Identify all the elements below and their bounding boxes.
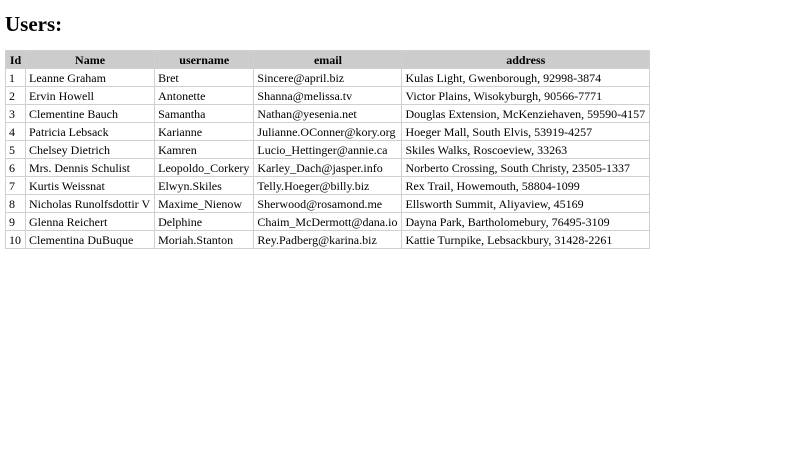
cell-email: Sherwood@rosamond.me [254, 195, 402, 213]
table-row [6, 231, 650, 249]
cell-email: Rey.Padberg@karina.biz [254, 231, 402, 249]
table-header [6, 51, 650, 69]
cell-address: Ellsworth Summit, Aliyaview, 45169 [402, 195, 650, 213]
cell-address: Kattie Turnpike, Lebsackbury, 31428-2261 [402, 231, 650, 249]
cell-id: 8 [6, 195, 26, 213]
cell-username: Moriah.Stanton [155, 231, 254, 249]
users-table [5, 50, 650, 249]
cell-address: Victor Plains, Wisokyburgh, 90566-7771 [402, 87, 650, 105]
cell-id: 6 [6, 159, 26, 177]
cell-username: Delphine [155, 213, 254, 231]
cell-address: Norberto Crossing, South Christy, 23505-1337 [402, 159, 650, 177]
cell-name: Ervin Howell [26, 87, 155, 105]
cell-name: Clementine Bauch [26, 105, 155, 123]
cell-username: Antonette [155, 87, 254, 105]
cell-username: Maxime_Nienow [155, 195, 254, 213]
cell-email: Sincere@april.biz [254, 69, 402, 87]
table-row [6, 213, 650, 231]
table-row [6, 123, 650, 141]
cell-email: Chaim_McDermott@dana.io [254, 213, 402, 231]
cell-id: 4 [6, 123, 26, 141]
table-row [6, 141, 650, 159]
cell-username: Elwyn.Skiles [155, 177, 254, 195]
cell-id: 2 [6, 87, 26, 105]
cell-email: Lucio_Hettinger@annie.ca [254, 141, 402, 159]
page-title: Users: [5, 12, 63, 36]
cell-id: 3 [6, 105, 26, 123]
cell-email: Telly.Hoeger@billy.biz [254, 177, 402, 195]
column-header-id: Id [6, 51, 26, 69]
cell-email: Karley_Dach@jasper.info [254, 159, 402, 177]
cell-name: Clementina DuBuque [26, 231, 155, 249]
cell-name: Glenna Reichert [26, 213, 155, 231]
cell-username: Leopoldo_Corkery [155, 159, 254, 177]
cell-username: Bret [155, 69, 254, 87]
cell-id: 5 [6, 141, 26, 159]
cell-name: Leanne Graham [26, 69, 155, 87]
table-row [6, 159, 650, 177]
cell-username: Kamren [155, 141, 254, 159]
table-body [6, 69, 650, 249]
column-header-address: address [402, 51, 650, 69]
table-row [6, 69, 650, 87]
cell-email: Nathan@yesenia.net [254, 105, 402, 123]
cell-name: Nicholas Runolfsdottir V [26, 195, 155, 213]
cell-id: 9 [6, 213, 26, 231]
cell-id: 7 [6, 177, 26, 195]
cell-address: Dayna Park, Bartholomebury, 76495-3109 [402, 213, 650, 231]
column-header-email: email [254, 51, 402, 69]
cell-email: Shanna@melissa.tv [254, 87, 402, 105]
cell-name: Kurtis Weissnat [26, 177, 155, 195]
cell-email: Julianne.OConner@kory.org [254, 123, 402, 141]
table-header-row [6, 51, 650, 69]
cell-address: Douglas Extension, McKenziehaven, 59590-4157 [402, 105, 650, 123]
table-row [6, 195, 650, 213]
table-row [6, 87, 650, 105]
cell-name: Mrs. Dennis Schulist [26, 159, 155, 177]
cell-username: Samantha [155, 105, 254, 123]
cell-address: Skiles Walks, Roscoeview, 33263 [402, 141, 650, 159]
cell-id: 1 [6, 69, 26, 87]
cell-username: Karianne [155, 123, 254, 141]
cell-address: Hoeger Mall, South Elvis, 53919-4257 [402, 123, 650, 141]
table-row [6, 177, 650, 195]
cell-id: 10 [6, 231, 26, 249]
column-header-name: Name [26, 51, 155, 69]
cell-name: Chelsey Dietrich [26, 141, 155, 159]
column-header-username: username [155, 51, 254, 69]
cell-name: Patricia Lebsack [26, 123, 155, 141]
cell-address: Kulas Light, Gwenborough, 92998-3874 [402, 69, 650, 87]
cell-address: Rex Trail, Howemouth, 58804-1099 [402, 177, 650, 195]
table-row [6, 105, 650, 123]
